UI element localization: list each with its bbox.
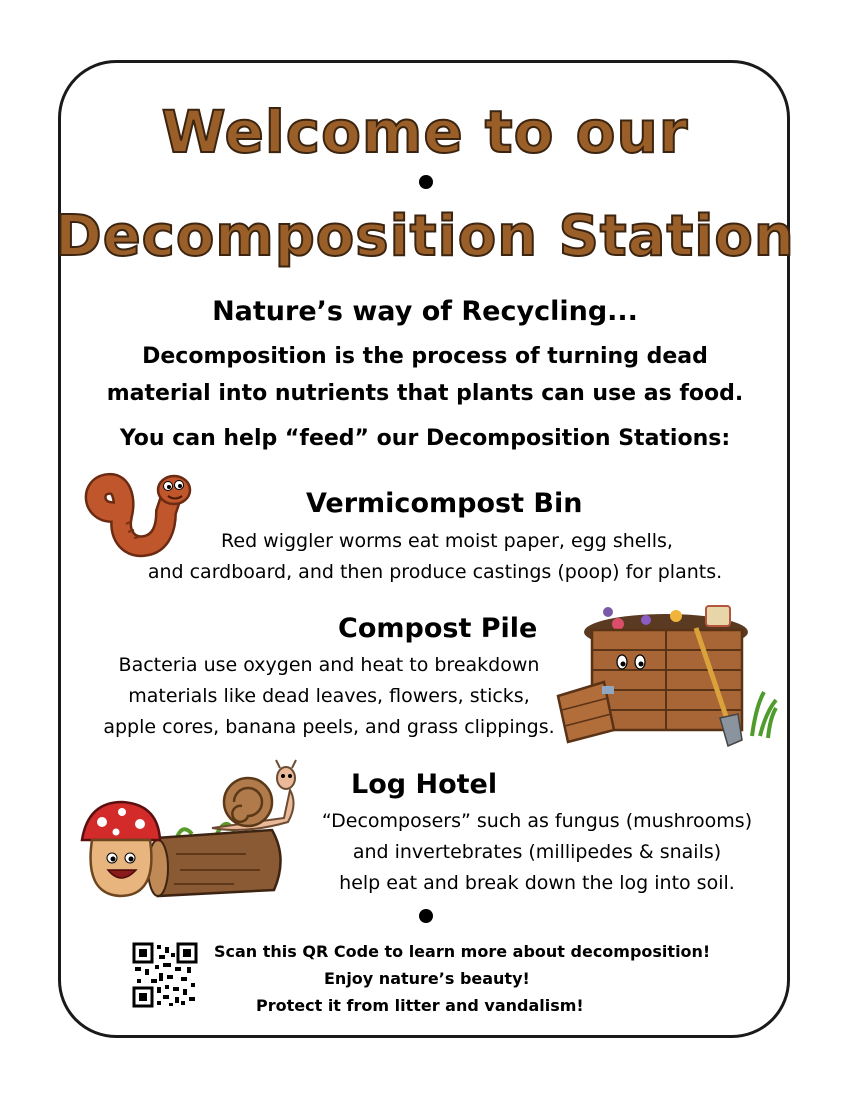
compost-bin-icon	[556, 598, 778, 748]
title-line-1: Welcome to our	[161, 98, 689, 166]
qr-code-icon[interactable]	[133, 943, 197, 1007]
log-hotel-line-3: help eat and break down the log into soil.	[339, 872, 735, 894]
vermicompost-line-2: and cardboard, and then produce castings (poop) for plants.	[147, 561, 723, 583]
title-line-2: Decomposition Station	[55, 204, 795, 269]
intro-text	[0, 338, 850, 412]
vermicompost-title: Vermicompost Bin	[306, 488, 583, 519]
vermicompost-text	[110, 526, 760, 588]
compost-line-2: materials like dead leaves, flowers, sticks,	[128, 685, 530, 707]
log-hotel-line-1: “Decomposers” such as fungus (mushrooms)	[321, 810, 753, 832]
footer-protect-text: Protect it from litter and vandalism!	[256, 996, 584, 1015]
log-hotel-text	[306, 806, 768, 899]
bullet-dot	[419, 175, 433, 189]
intro-line-1: Decomposition is the process of turning dead	[142, 344, 708, 369]
log-hotel-line-2: and invertebrates (millipedes & snails)	[352, 841, 722, 863]
vermicompost-line-1: Red wiggler worms eat moist paper, egg shells,	[221, 530, 673, 552]
snail-icon	[206, 760, 302, 836]
footer-enjoy-text: Enjoy nature’s beauty!	[324, 969, 530, 988]
log-hotel-title: Log Hotel	[351, 769, 498, 800]
intro-line-2: material into nutrients that plants can use as food.	[106, 381, 744, 406]
bullet-dot	[419, 909, 433, 923]
compost-title: Compost Pile	[338, 613, 538, 644]
subtitle: Nature’s way of Recycling...	[212, 296, 638, 327]
compost-line-1: Bacteria use oxygen and heat to breakdown	[118, 654, 540, 676]
compost-line-3: apple cores, banana peels, and grass clippings.	[103, 716, 555, 738]
compost-text	[86, 650, 572, 743]
footer-qr-text: Scan this QR Code to learn more about decomposition!	[214, 942, 711, 961]
help-text: You can help “feed” our Decomposition Stations:	[119, 426, 731, 451]
mushroom-icon	[78, 800, 164, 900]
